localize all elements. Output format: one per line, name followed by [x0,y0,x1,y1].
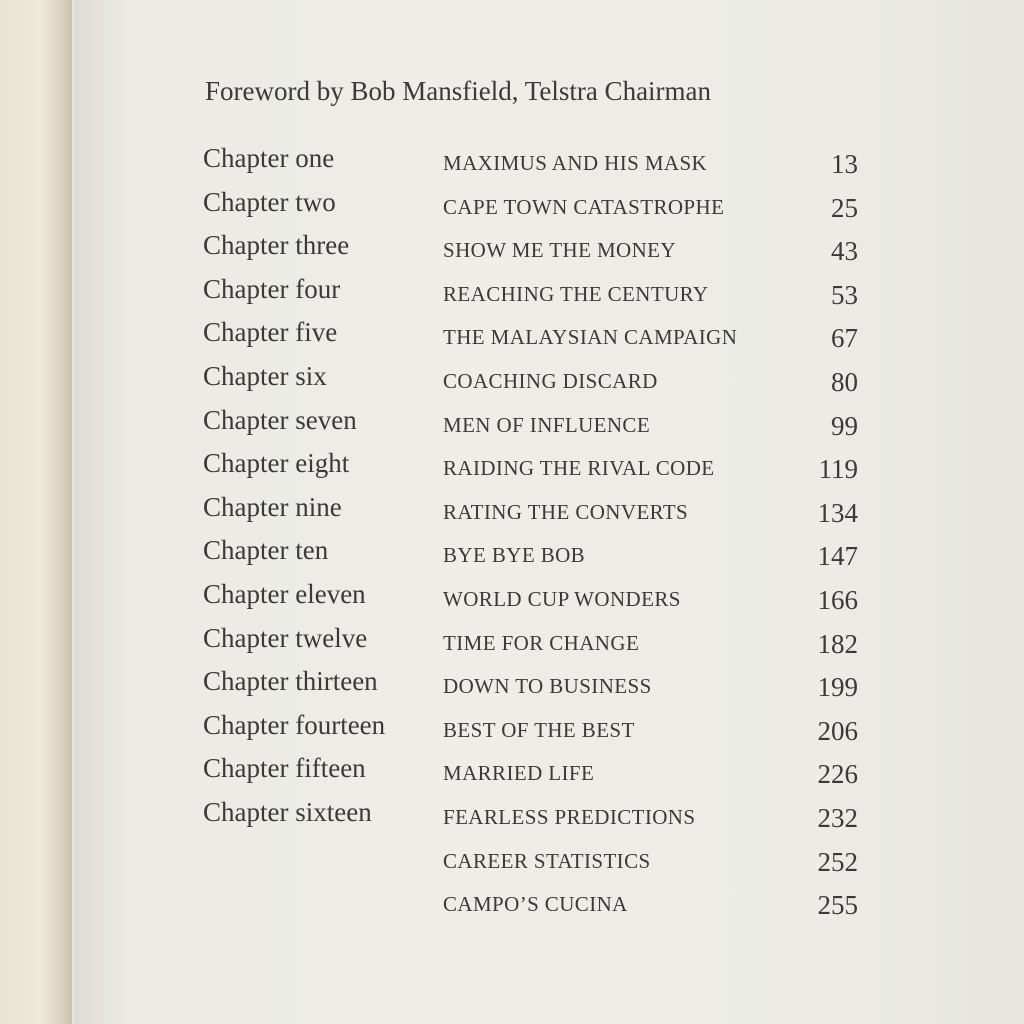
toc-chapter-label: Chapter three [203,230,350,261]
toc-row [0,884,1024,928]
toc-chapter-title: WORLD CUP WONDERS [443,587,681,611]
toc-page-number: 182 [817,628,858,659]
toc-chapter-title: MEN OF INFLUENCE [443,412,651,437]
toc-row [0,317,1024,361]
toc-chapter-label: Chapter four [203,273,341,304]
toc-row [0,666,1024,710]
toc-row [0,361,1024,405]
toc-chapter-title: MARRIED LIFE [443,761,595,786]
toc-chapter-label: Chapter eleven [203,579,366,609]
toc-chapter-label: Chapter eight [203,448,350,479]
toc-page-number: 147 [817,541,858,572]
toc-page-number: 43 [831,236,858,267]
toc-page-number: 99 [831,410,858,441]
toc-row [0,143,1024,187]
foreword-line: Foreword by Bob Mansfield, Telstra Chairman [205,76,712,106]
toc-row [0,841,1024,885]
toc-page-number: 232 [817,803,858,833]
toc-chapter-label: Chapter sixteen [203,797,372,827]
toc-chapter-title: FEARLESS PREDICTIONS [443,805,696,829]
toc-chapter-label: Chapter twelve [203,622,368,653]
toc-page-number: 166 [817,585,858,615]
toc-chapter-title: CAPE TOWN CATASTROPHE [443,194,725,219]
toc-page-number: 226 [817,759,858,790]
toc-chapter-title: DOWN TO BUSINESS [443,674,652,699]
toc-chapter-title: RATING THE CONVERTS [443,499,689,524]
toc-chapter-title: RAIDING THE RIVAL CODE [443,456,715,481]
toc-chapter-title: CAREER STATISTICS [443,848,651,873]
toc-chapter-label: Chapter nine [203,491,342,522]
toc-chapter-label: Chapter fifteen [203,753,366,784]
toc-chapter-label: Chapter one [203,143,335,173]
toc-row [0,492,1024,536]
toc-page-number: 119 [818,454,858,485]
toc-chapter-title: TIME FOR CHANGE [443,630,640,655]
toc-page-number: 25 [831,192,858,223]
toc-chapter-title: BEST OF THE BEST [443,717,635,742]
toc-row [0,230,1024,274]
toc-row [0,405,1024,449]
toc-chapter-title: CAMPO’S CUCINA [443,892,628,917]
toc-page-number: 53 [831,279,858,310]
toc-chapter-title: MAXIMUS AND HIS MASK [443,151,708,175]
toc-row [0,448,1024,492]
toc-chapter-title: SHOW ME THE MONEY [443,238,676,263]
toc-row [0,579,1024,623]
toc-chapter-label: Chapter seven [203,404,357,435]
toc-chapter-label: Chapter two [203,186,336,217]
toc-chapter-label: Chapter thirteen [203,666,378,697]
toc-chapter-label: Chapter five [203,317,338,348]
toc-page-number: 13 [831,149,858,179]
toc-page-number: 134 [817,497,858,528]
toc-page-number: 80 [831,367,858,397]
toc-chapter-title: BYE BYE BOB [443,543,586,568]
toc-row [0,753,1024,797]
toc-chapter-title: REACHING THE CENTURY [443,281,709,306]
toc-row [0,274,1024,318]
toc-page-number: 67 [831,323,858,354]
toc-row [0,710,1024,754]
toc-page-number: 206 [817,715,858,746]
toc-row [0,187,1024,231]
toc-page-number: 252 [817,846,858,877]
toc-page-number: 199 [817,672,858,703]
toc-row [0,623,1024,667]
toc-page-number: 255 [817,890,858,921]
toc-row [0,797,1024,841]
toc-row [0,535,1024,579]
toc-chapter-title: COACHING DISCARD [443,369,658,393]
toc-chapter-title: THE MALAYSIAN CAMPAIGN [443,325,738,350]
toc-chapter-label: Chapter fourteen [203,709,386,740]
toc-chapter-label: Chapter six [203,361,327,391]
toc-chapter-label: Chapter ten [203,535,329,566]
